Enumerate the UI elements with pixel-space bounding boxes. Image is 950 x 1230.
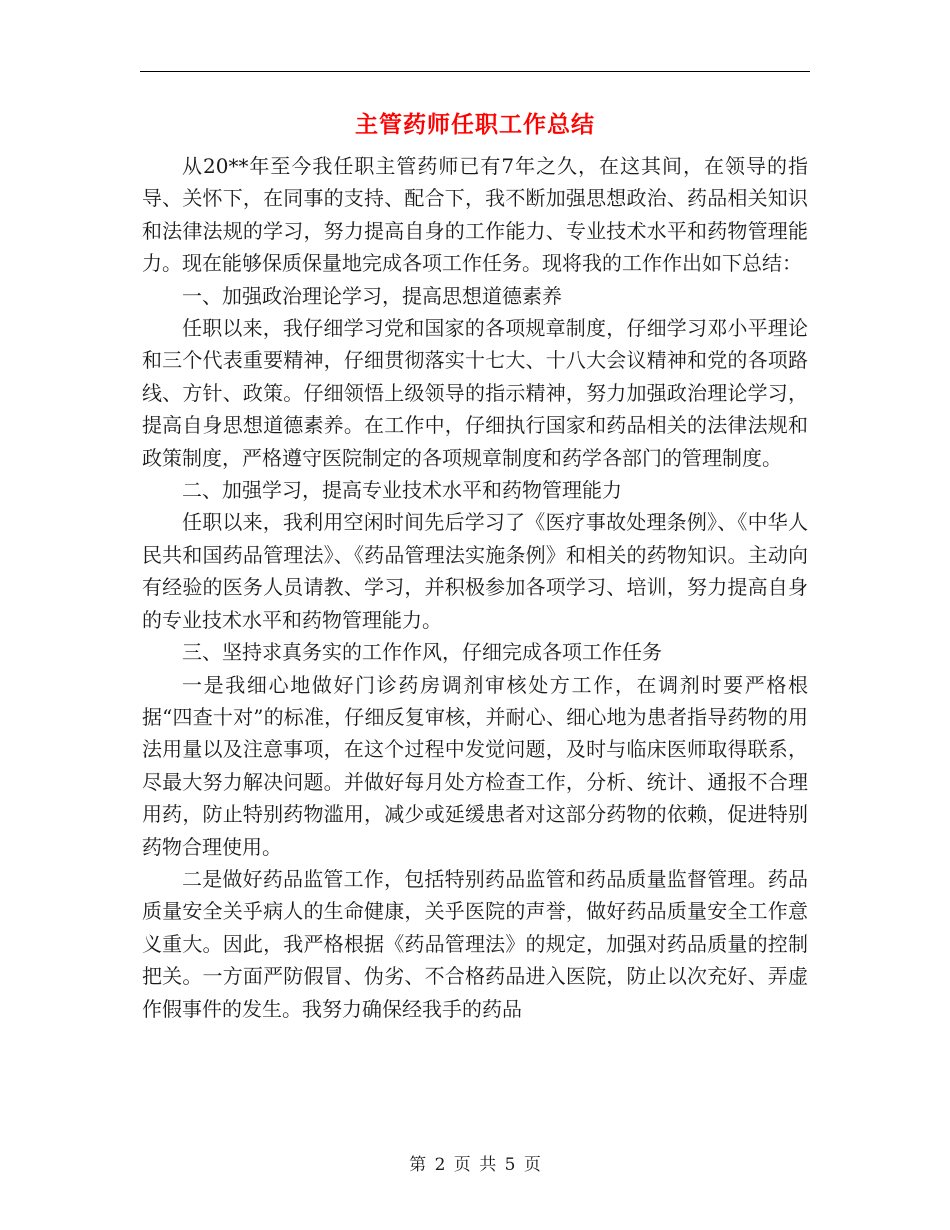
paragraph-section-3-item-1: 一是我细心地做好门诊药房调剂审核处方工作，在调剂时要严格根据“四查十对”的标准，仔细反复审核，并耐心、细心地为患者指导药物的用法用量以及注意事项，在这个过程中发觉问题，及时与临床医师取得联系，尽最大努力解决问题。并做好每月处方检查工作，分析、统计、通报不合理用药，防止特别药物滥用，减少或延缓患者对这部分药物的依赖，促进特别药物合理使用。 (142, 672, 808, 859)
document-body (142, 150, 808, 1025)
header-rule (140, 71, 810, 72)
paragraph-section-2: 任职以来，我利用空闲时间先后学习了《医疗事故处理条例》、《中华人民共和国药品管理法》、《药品管理法实施条例》和相关的药物知识。主动向有经验的医务人员请教、学习，并积极参加各项学习、培训，努力提高自身的专业技术水平和药物管理能力。 (142, 510, 808, 632)
section-heading-3: 三、坚持求真务实的工作作风，仔细完成各项工作任务 (182, 640, 662, 665)
section-heading-2: 二、加强学习，提高专业技术水平和药物管理能力 (182, 478, 622, 503)
paragraph-section-3-item-2: 二是做好药品监管工作，包括特别药品监管和药品质量监督管理。药品质量安全关乎病人的生命健康，关乎医院的声誉，做好药品质量安全工作意义重大。因此，我严格根据《药品管理法》的规定，加强对药品质量的控制把关。一方面严防假冒、伪劣、不合格药品进入医院，防止以次充好、弄虚作假事件的发生。我努力确保经我手的药品 (142, 866, 808, 1021)
paragraph-intro: 从20**年至今我任职主管药师已有7年之久，在这其间，在领导的指导、关怀下，在同事的支持、配合下，我不断加强思想政治、药品相关知识和法律法规的学习，努力提高自身的工作能力、专业技术水平和药物管理能力。现在能够保质保量地完成各项工作任务。现将我的工作作出如下总结： (142, 154, 808, 276)
paragraph-section-1: 任职以来，我仔细学习党和国家的各项规章制度，仔细学习邓小平理论和三个代表重要精神，仔细贯彻落实十七大、十八大会议精神和党的各项路线、方针、政策。仔细领悟上级领导的指示精神，努力加强政治理论学习，提高自身思想道德素养。在工作中，仔细执行国家和药品相关的法律法规和政策制度，严格遵守医院制定的各项规章制度和药学各部门的管理制度。 (142, 316, 808, 470)
page-number-footer: 第 2 页 共 5 页 (409, 1155, 541, 1175)
section-heading-1: 一、加强政治理论学习，提高思想道德素养 (182, 283, 562, 308)
document-title: 主管药师任职工作总结 (355, 112, 595, 138)
